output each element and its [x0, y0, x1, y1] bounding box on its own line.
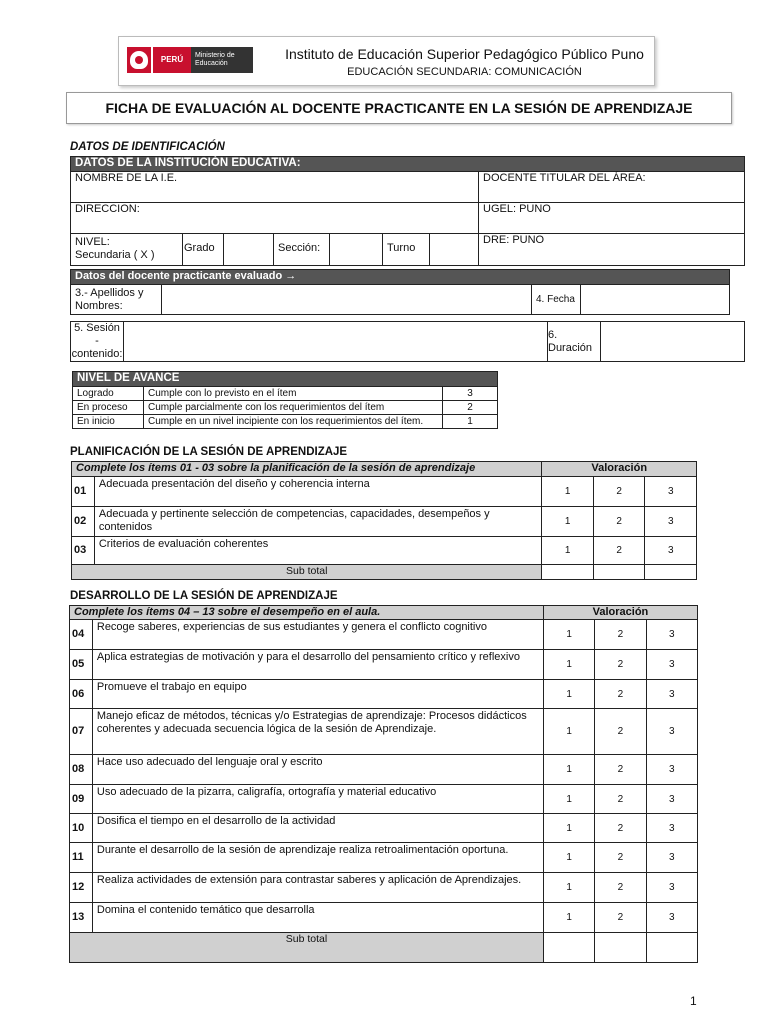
item-text: Adecuada y pertinente selección de competencias, capacidades, desempeños y contenidos: [94, 507, 542, 537]
valoracion-option-3[interactable]: 3: [646, 620, 697, 650]
item-number: 06: [70, 680, 93, 709]
planificacion-table: [71, 461, 697, 580]
item-text: Criterios de evaluación coherentes: [94, 537, 542, 565]
item-text: Promueve el trabajo en equipo: [92, 680, 543, 709]
apellidos-field[interactable]: [162, 285, 532, 315]
duracion-label: 6. Duración: [548, 322, 601, 362]
planificacion-valoracion: Valoración: [542, 462, 697, 477]
valoracion-option-2[interactable]: 2: [595, 903, 646, 933]
nivel-avance-table: [72, 371, 498, 429]
form-title: FICHA DE EVALUACIÓN AL DOCENTE PRACTICANTE EN LA SESIÓN DE APRENDIZAJE: [105, 100, 693, 116]
ugel-field[interactable]: UGEL: PUNO: [479, 203, 745, 234]
valoracion-option-3[interactable]: 3: [646, 843, 697, 873]
item-row: [72, 507, 697, 537]
avance-desc: Cumple parcialmente con los requerimientos del ítem: [144, 401, 443, 415]
item-row: [70, 755, 698, 785]
item-number: 08: [70, 755, 93, 785]
nivel-avance-header: NIVEL DE AVANCE: [73, 372, 498, 387]
avance-row: [73, 401, 498, 415]
item-text: Adecuada presentación del diseño y coherencia interna: [94, 477, 542, 507]
desarrollo-subtotal-2[interactable]: [595, 933, 646, 963]
valoracion-option-3[interactable]: 3: [646, 709, 697, 755]
item-row: [70, 620, 698, 650]
seccion-field[interactable]: [330, 234, 383, 266]
item-number: 12: [70, 873, 93, 903]
desarrollo-subtotal-1[interactable]: [543, 933, 594, 963]
nombre-ie-field[interactable]: NOMBRE DE LA I.E.: [71, 172, 479, 203]
logo-ministry: Ministerio de Educación: [191, 47, 253, 73]
duracion-field[interactable]: [601, 322, 745, 362]
item-row: [72, 477, 697, 507]
avance-score: 1: [443, 415, 498, 429]
grado-field[interactable]: [224, 234, 274, 266]
valoracion-option-1[interactable]: 1: [543, 814, 594, 843]
valoracion-option-1[interactable]: 1: [542, 537, 594, 565]
nivel-value: Secundaria ( X ): [75, 249, 155, 261]
item-text: Recoge saberes, experiencias de sus estudiantes y genera el conflicto cognitivo: [92, 620, 543, 650]
item-text: Durante el desarrollo de la sesión de aprendizaje realiza retroalimentación oportuna.: [92, 843, 543, 873]
item-text: Aplica estrategias de motivación y para el desarrollo del pensamiento crítico y reflexivo: [92, 650, 543, 680]
valoracion-option-2[interactable]: 2: [595, 814, 646, 843]
valoracion-option-2[interactable]: 2: [593, 477, 645, 507]
avance-score: 2: [443, 401, 498, 415]
valoracion-option-3[interactable]: 3: [646, 680, 697, 709]
avance-row: [73, 387, 498, 401]
item-row: [70, 709, 698, 755]
valoracion-option-3[interactable]: 3: [646, 785, 697, 814]
practicante-header: Datos del docente practicante evaluado →: [71, 270, 730, 285]
sesion-field[interactable]: [124, 322, 548, 362]
docente-titular-field[interactable]: DOCENTE TITULAR DEL ÁREA:: [479, 172, 745, 203]
desarrollo-subtotal-3[interactable]: [646, 933, 697, 963]
item-row: [70, 843, 698, 873]
item-row: [70, 814, 698, 843]
valoracion-option-3[interactable]: 3: [645, 537, 697, 565]
avance-level: Logrado: [73, 387, 144, 401]
desarrollo-instruction: Complete los ítems 04 – 13 sobre el desempeño en el aula.: [70, 606, 544, 620]
grado-label: Grado: [183, 234, 224, 266]
institution-header-row: DATOS DE LA INSTITUCIÓN EDUCATIVA:: [71, 157, 745, 172]
valoracion-option-3[interactable]: 3: [646, 650, 697, 680]
apellidos-label: 3.- Apellidos y Nombres:: [71, 285, 162, 315]
item-number: 13: [70, 903, 93, 933]
planificacion-subtotal-1[interactable]: [542, 565, 594, 580]
item-row: [72, 537, 697, 565]
valoracion-option-1[interactable]: 1: [542, 507, 594, 537]
valoracion-option-3[interactable]: 3: [646, 755, 697, 785]
planificacion-subtotal-2[interactable]: [593, 565, 645, 580]
item-text: Domina el contenido temático que desarrolla: [92, 903, 543, 933]
valoracion-option-1[interactable]: 1: [543, 755, 594, 785]
valoracion-option-1[interactable]: 1: [543, 873, 594, 903]
desarrollo-valoracion: Valoración: [543, 606, 697, 620]
logo-country: PERÚ: [153, 47, 191, 73]
valoracion-option-1[interactable]: 1: [543, 785, 594, 814]
desarrollo-table: [69, 605, 698, 963]
item-number: 05: [70, 650, 93, 680]
item-number: 04: [70, 620, 93, 650]
desarrollo-subtotal-label: Sub total: [70, 933, 544, 963]
valoracion-option-1[interactable]: 1: [543, 650, 594, 680]
planificacion-subtotal-label: Sub total: [72, 565, 542, 580]
avance-row: [73, 415, 498, 429]
planificacion-instruction: Complete los ítems 01 - 03 sobre la planificación de la sesión de aprendizaje: [72, 462, 542, 477]
item-number: 01: [72, 477, 95, 507]
nivel-cell[interactable]: [71, 234, 183, 266]
item-text: Dosifica el tiempo en el desarrollo de la actividad: [92, 814, 543, 843]
institute-name: Instituto de Educación Superior Pedagógico Público Puno: [285, 46, 644, 62]
valoracion-option-3[interactable]: 3: [646, 814, 697, 843]
valoracion-option-2[interactable]: 2: [595, 709, 646, 755]
avance-level: En inicio: [73, 415, 144, 429]
fecha-field[interactable]: [581, 285, 730, 315]
item-text: Realiza actividades de extensión para contrastar saberes y aplicación de Aprendizajes.: [92, 873, 543, 903]
seccion-label: Sección:: [274, 234, 330, 266]
valoracion-option-2[interactable]: 2: [595, 843, 646, 873]
institution-table: [70, 156, 745, 266]
direccion-field[interactable]: DIRECCION:: [71, 203, 479, 234]
peru-shield-icon: [130, 51, 148, 69]
turno-label: Turno: [383, 234, 430, 266]
item-number: 02: [72, 507, 95, 537]
item-number: 10: [70, 814, 93, 843]
valoracion-option-1[interactable]: 1: [543, 709, 594, 755]
planificacion-subtotal-3[interactable]: [645, 565, 697, 580]
item-number: 11: [70, 843, 93, 873]
item-number: 07: [70, 709, 93, 755]
institution-header: [118, 36, 655, 86]
item-row: [70, 873, 698, 903]
valoracion-option-2[interactable]: 2: [593, 507, 645, 537]
avance-desc: Cumple en un nivel incipiente con los requerimientos del ítem.: [144, 415, 443, 429]
valoracion-option-1[interactable]: 1: [543, 903, 594, 933]
sesion-table: [70, 321, 745, 362]
item-row: [70, 650, 698, 680]
specialty-name: EDUCACIÓN SECUNDARIA: COMUNICACIÓN: [347, 66, 582, 78]
nivel-label: NIVEL:: [75, 236, 110, 248]
valoracion-option-2[interactable]: 2: [595, 680, 646, 709]
valoracion-option-2[interactable]: 2: [595, 755, 646, 785]
valoracion-option-3[interactable]: 3: [645, 477, 697, 507]
turno-field[interactable]: [430, 234, 479, 266]
valoracion-option-3[interactable]: 3: [645, 507, 697, 537]
item-text: Uso adecuado de la pizarra, caligrafía, ortografía y material educativo: [92, 785, 543, 814]
item-row: [70, 903, 698, 933]
dre-field[interactable]: DRE: PUNO: [479, 234, 745, 266]
sesion-label: 5. Sesión - contenido:: [71, 322, 123, 360]
valoracion-option-2[interactable]: 2: [595, 620, 646, 650]
valoracion-option-3[interactable]: 3: [646, 873, 697, 903]
item-row: [70, 680, 698, 709]
item-text: Manejo eficaz de métodos, técnicas y/o Estrategias de aprendizaje: Procesos didácticos coherentes y adecuada secuencia lógica de la sesión de Aprendizaje.: [92, 709, 543, 755]
valoracion-option-2[interactable]: 2: [595, 650, 646, 680]
valoracion-option-1[interactable]: 1: [543, 620, 594, 650]
avance-level: En proceso: [73, 401, 144, 415]
item-row: [70, 785, 698, 814]
avance-score: 3: [443, 387, 498, 401]
valoracion-option-3[interactable]: 3: [646, 903, 697, 933]
avance-desc: Cumple con lo previsto en el ítem: [144, 387, 443, 401]
item-text: Hace uso adecuado del lenguaje oral y escrito: [92, 755, 543, 785]
valoracion-option-1[interactable]: 1: [543, 843, 594, 873]
desarrollo-title: DESARROLLO DE LA SESIÓN DE APRENDIZAJE: [70, 590, 338, 602]
valoracion-option-2[interactable]: 2: [595, 785, 646, 814]
practicante-table: [70, 269, 730, 315]
item-number: 03: [72, 537, 95, 565]
valoracion-option-2[interactable]: 2: [595, 873, 646, 903]
page-number: 1: [690, 994, 697, 1008]
valoracion-option-2[interactable]: 2: [593, 537, 645, 565]
item-number: 09: [70, 785, 93, 814]
valoracion-option-1[interactable]: 1: [542, 477, 594, 507]
planificacion-title: PLANIFICACIÓN DE LA SESIÓN DE APRENDIZAJE: [70, 446, 348, 458]
identificacion-title: DATOS DE IDENTIFICACIÓN: [70, 141, 225, 153]
valoracion-option-1[interactable]: 1: [543, 680, 594, 709]
fecha-label: 4. Fecha: [532, 285, 581, 315]
form-title-box: [66, 92, 732, 124]
